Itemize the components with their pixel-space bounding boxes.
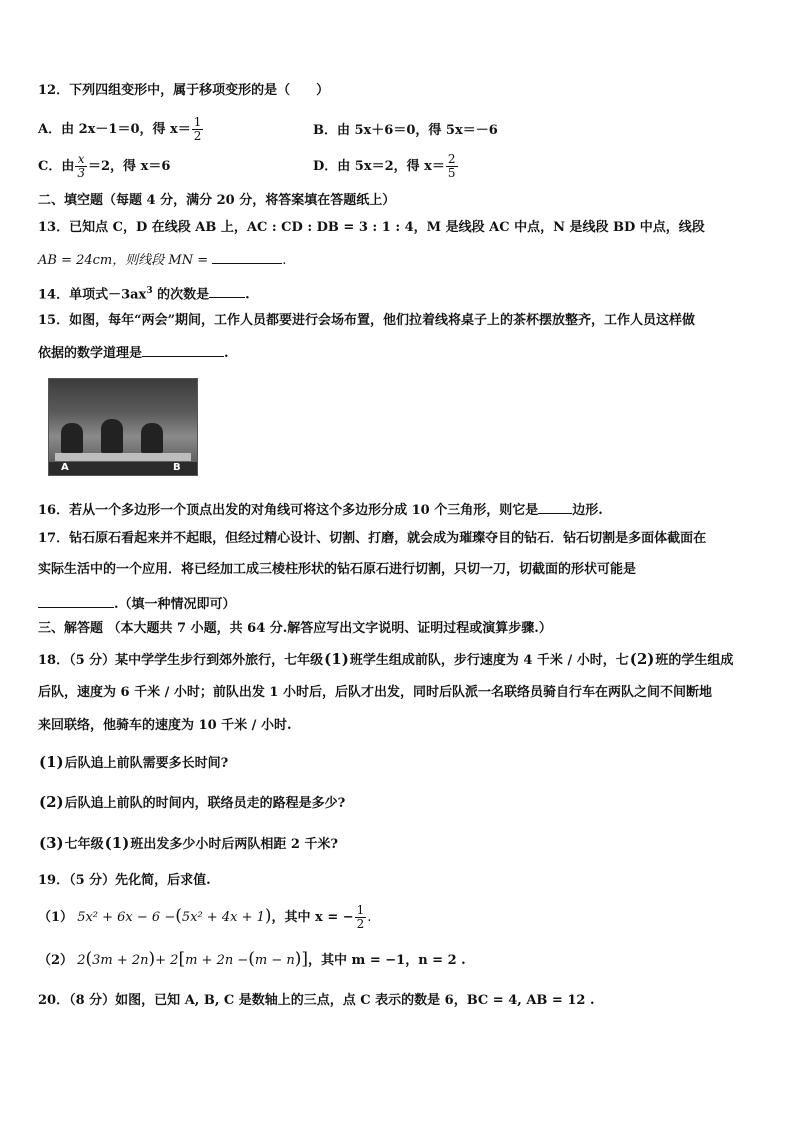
q17-line-3 xyxy=(38,593,236,614)
q12-c-den: 3 xyxy=(77,166,85,180)
q19-expr-2 xyxy=(38,950,466,970)
q18-l1c: 班的学生组成 xyxy=(655,653,734,668)
q12-option-a xyxy=(38,116,204,143)
q12-option-b: B．由 5x＋6＝0，得 5x＝－6 xyxy=(313,123,498,138)
q18-part-3 xyxy=(38,834,338,854)
q18-part-2-num: (2) xyxy=(39,793,64,811)
q15-line-2 xyxy=(38,342,229,363)
q17-answer-blank[interactable] xyxy=(38,593,114,608)
q18-line-1 xyxy=(38,650,733,670)
q20-text: 20．（8 分）如图，已知 A, B, C 是数轴上的三点，点 C 表示的数是 6，BC = 4, AB = 12 . xyxy=(38,993,595,1008)
q16 xyxy=(38,499,603,520)
q18-p3-num-text: 3 xyxy=(46,834,57,852)
q12-c-post: ＝2，得 x＝6 xyxy=(88,159,171,174)
q13-answer-blank[interactable] xyxy=(212,249,282,264)
q16-post: 边形. xyxy=(572,503,603,518)
q19-e2-d: m + 2n − xyxy=(185,953,249,968)
q19-e1-c: ，其中 x = − xyxy=(271,910,354,925)
q18-p1-text: 后队追上前队需要多长时间? xyxy=(64,756,229,771)
q19-e2-paren: ( xyxy=(85,949,93,969)
q12-d-text: D．由 5x＝2，得 x＝ xyxy=(313,159,445,174)
photo-person xyxy=(101,419,123,453)
photo-table xyxy=(55,453,191,461)
q17-l3-text: .（填一种情况即可） xyxy=(114,597,236,612)
q19-e1-label: （1） xyxy=(38,910,74,925)
q18-p1-num-text: 1 xyxy=(46,753,57,771)
q19-e1-paren: ( xyxy=(175,906,182,926)
photo-person xyxy=(61,423,83,453)
q19-e2-label: （2） xyxy=(38,953,74,968)
q18-p2-num-text: 2 xyxy=(46,793,57,811)
q19-stem: 19．（5 分）先化简，后求值. xyxy=(38,873,211,888)
q12-d-den: 5 xyxy=(447,166,456,180)
q18-p3b: 班出发多少小时后两队相距 2 千米? xyxy=(130,837,339,852)
q13-line-2 xyxy=(38,249,286,270)
q13-l2-end: . xyxy=(282,253,287,268)
q18-p3-class: (1) xyxy=(104,834,130,852)
q14-post: 的次数是 xyxy=(152,287,210,303)
q18-part-1-num: (1) xyxy=(39,753,64,771)
q18-p3-class-num: 1 xyxy=(111,834,123,852)
q19-e1-fraction xyxy=(355,904,367,931)
q18-class-2-num: 2 xyxy=(636,650,648,668)
q14-answer-blank[interactable] xyxy=(209,283,245,298)
q18-class-1: (1) xyxy=(324,650,349,668)
q19-e2-c: + 2 xyxy=(155,953,179,968)
q15-l2-text: 依据的数学道理是 xyxy=(38,346,143,361)
q14-exponent: 3 xyxy=(146,286,153,296)
q16-answer-blank[interactable] xyxy=(538,499,572,514)
q18-class-1-num: 1 xyxy=(331,650,342,668)
q19-e1-a: 5x² + 6x − 6 − xyxy=(77,910,176,925)
q19-e1-num: 1 xyxy=(356,903,365,917)
q15-answer-blank[interactable] xyxy=(142,342,224,357)
q19-e2-bracket: [ xyxy=(178,949,186,969)
q19-e2-b: 3m + 2n xyxy=(92,953,149,968)
q19-e2-paren: ( xyxy=(248,949,255,969)
q18-l1b: 班学生组成前队，步行速度为 4 千米 / 小时，七 xyxy=(349,653,629,668)
q19-e2-paren: ) xyxy=(294,949,302,969)
meeting-photo xyxy=(48,378,198,476)
photo-person xyxy=(141,423,163,453)
q18-p3a: 七年级 xyxy=(64,837,104,852)
q17-line-2: 实际生活中的一个应用．将已经加工成三棱柱形状的钻石原石进行切割，只切一刀，切截面的形状可能是 xyxy=(38,562,637,577)
q18-part-1 xyxy=(38,753,228,773)
q12-a-fraction xyxy=(192,116,204,143)
q12-stem: 12．下列四组变形中，属于移项变形的是（ ） xyxy=(38,83,330,98)
q12-d-num: 2 xyxy=(447,152,456,166)
q12-option-d xyxy=(313,153,459,180)
q14 xyxy=(38,282,250,304)
q12-a-den: 2 xyxy=(193,129,202,143)
q18-line-3: 来回联络，他骑车的速度为 10 千米 / 小时. xyxy=(38,718,292,733)
q18-line-2: 后队，速度为 6 千米 / 小时；前队出发 1 小时后，后队才出发，同时后队派一名联络员骑自行车在两队之间不间断地 xyxy=(38,685,712,700)
photo-label-a: A xyxy=(61,462,69,473)
section-2-heading: 二、填空题（每题 4 分，满分 20 分，将答案填在答题纸上） xyxy=(38,193,396,208)
q19-expr-1 xyxy=(38,904,371,931)
q18-part-3-num: (3) xyxy=(39,834,64,852)
q18-l1a: 18．（5 分）某中学学生步行到郊外旅行，七年级 xyxy=(38,653,324,668)
q14-end: . xyxy=(245,287,250,303)
q12-d-fraction xyxy=(446,153,458,180)
q18-class-2: (2) xyxy=(629,650,655,668)
q13-line-1: 13．已知点 C，D 在线段 AB 上，AC : CD : DB = 3 : 1 : 4，M 是线段 AC 中点，N 是线段 BD 中点，线段 xyxy=(38,220,705,235)
photo-label-b: B xyxy=(173,462,181,473)
q19-e2-a: 2 xyxy=(77,953,86,968)
section-3-heading: 三、解答题 （本大题共 7 小题，共 64 分.解答应写出文字说明、证明过程或演算步骤.） xyxy=(38,621,552,636)
q15-line-1: 15．如图，每年“两会”期间，工作人员都要进行会场布置，他们拉着线将桌子上的茶杯摆放整齐，工作人员这样做 xyxy=(38,313,696,328)
q12-c-fraction xyxy=(75,153,87,180)
q12-c-pre: C．由 xyxy=(38,159,75,174)
q19-e1-paren: ) xyxy=(264,906,272,926)
q19-e2-e: m − n xyxy=(254,953,295,968)
q15-l2-end: . xyxy=(224,346,229,361)
q19-e2-f: ，其中 m = −1，n = 2 . xyxy=(308,953,466,968)
q12-a-text: A．由 2x－1＝0，得 x＝ xyxy=(38,122,191,137)
q19-e2-paren: ) xyxy=(148,949,156,969)
q18-p2-text: 后队追上前队的时间内，联络员走的路程是多少? xyxy=(64,796,346,811)
q17-line-1: 17．钻石原石看起来并不起眼，但经过精心设计、切割、打磨，就会成为璀璨夺目的钻石．钻石切割是多面体截面在 xyxy=(38,531,707,546)
q14-pre: 14．单项式－3ax xyxy=(38,287,147,303)
q18-part-2 xyxy=(38,793,345,813)
q12-option-c xyxy=(38,153,170,180)
q13-l2-text: AB = 24cm，则线段 MN = xyxy=(38,253,209,268)
q12-c-num: x xyxy=(75,153,87,167)
q12-a-num: 1 xyxy=(193,115,202,129)
q19-e1-den: 2 xyxy=(356,917,365,931)
q16-pre: 16．若从一个多边形一个顶点出发的对角线可将这个多边形分成 10 个三角形，则它是 xyxy=(38,503,539,518)
q19-e1-end: . xyxy=(367,910,372,925)
q19-e1-b: 5x² + 4x + 1 xyxy=(181,910,265,925)
q19-e2-bracket: ] xyxy=(301,949,309,969)
